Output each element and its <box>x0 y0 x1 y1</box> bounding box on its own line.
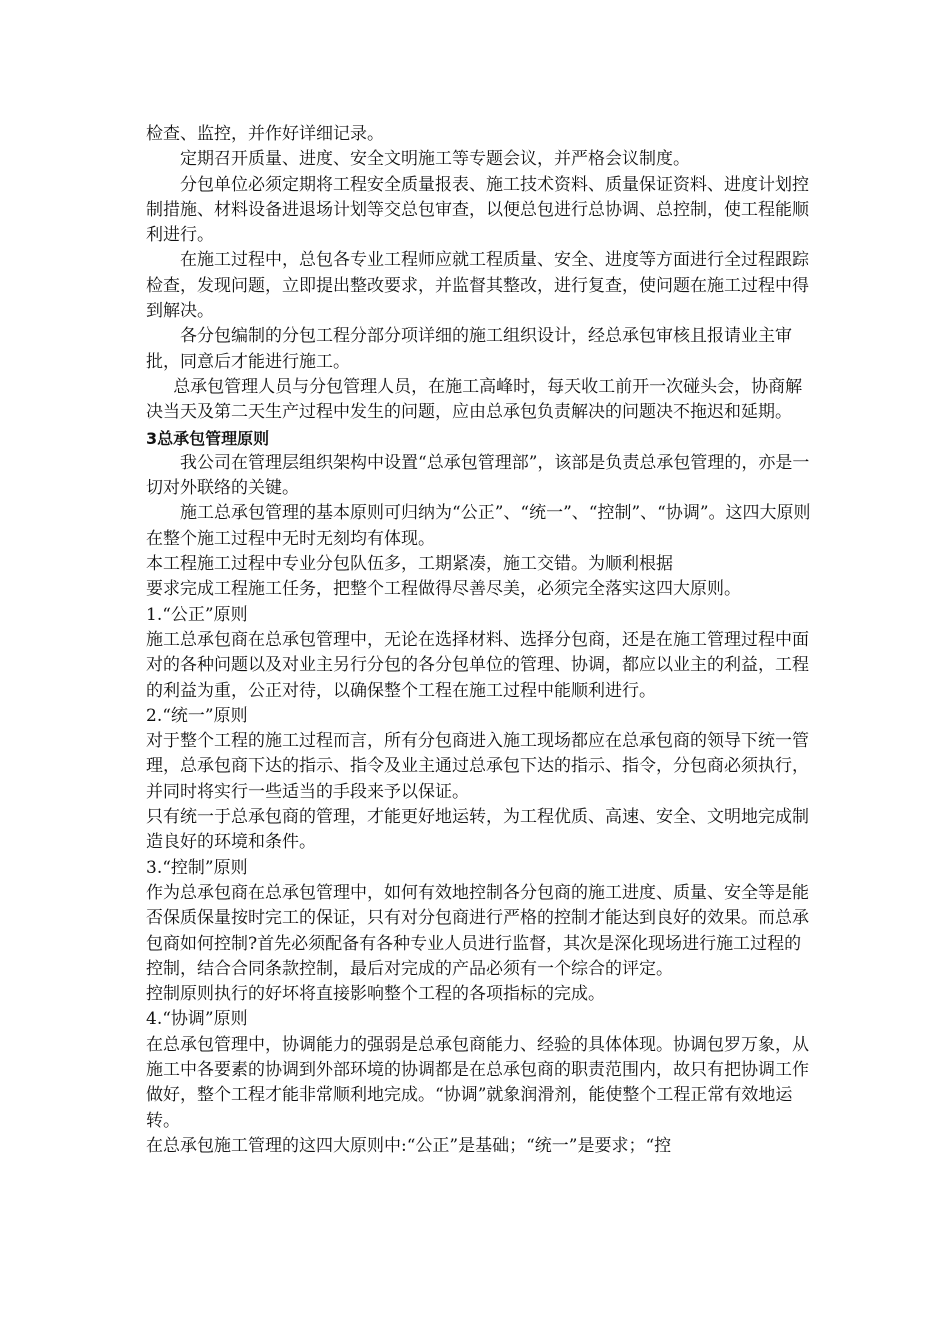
document-body <box>146 122 816 1159</box>
paragraph-management-department: 我公司在管理层组织架构中设置“总承包管理部”，该部是负责总承包管理的，亦是一切对外联络的关键。 <box>146 452 810 499</box>
paragraph-project-overview: 本工程施工过程中专业分包队伍多，工期紧凑，施工交错。为顺利根据 <box>146 554 673 575</box>
paragraph-unity: 对于整个工程的施工过程而言，所有分包商进入施工现场都应在总承包商的领导下统一管理，总承包商下达的指示、指令及业主通过总承包下达的指示、指令，分包商必须执行，并同时将实行一些适当的手段来予以保证。 <box>146 731 809 802</box>
paragraph-record-check: 检查、监控，并作好详细记录。 <box>146 124 384 144</box>
paragraph-four-principles-summary: 在总承包施工管理的这四大原则中:“公正”是基础；“统一”是要求；“控 <box>146 1135 672 1156</box>
paragraph-daily-meeting: 总承包管理人员与分包管理人员，在施工高峰时，每天收工前开一次碰头会，协商解决当天及第二天生产过程中发生的问题，应由总承包负责解决的问题决不拖迟和延期。 <box>146 376 803 423</box>
paragraph-meetings: 定期召开质量、进度、安全文明施工等专题会议，并严格会议制度。 <box>180 149 690 170</box>
subheading-control: 3.“控制”原则 <box>146 857 248 878</box>
paragraph-control-result: 控制原则执行的好坏将直接影响整个工程的各项指标的完成。 <box>146 984 605 1005</box>
paragraph-control: 作为总承包商在总承包管理中，如何有效地控制各分包商的施工进度、质量、安全等是能否保质保量按时完工的保证，只有对分包商进行严格的控制才能达到良好的效果。而总承包商如何控制?首先必须配备有各种专业人员进行监督，其次是深化现场进行施工过程的控制，结合合同条款控制，最后对完成的产品必须有一个综合的评定。 <box>146 882 809 979</box>
paragraph-unity-result: 只有统一于总承包商的管理，才能更好地运转，为工程优质、高速、安全、文明地完成制造良好的环境和条件。 <box>146 807 809 853</box>
subheading-unity: 2.“统一”原则 <box>146 705 248 726</box>
paragraph-coordination: 在总承包管理中，协调能力的强弱是总承包商能力、经验的具体体现。协调包罗万象，从施工中各要素的协调到外部环境的协调都是在总承包商的职责范围内，故只有把协调工作做好，整个工程才能非常顺利地完成。“协调”就象润滑剂，能使整个工程正常有效地运转。 <box>146 1034 809 1131</box>
paragraph-construction-design: 各分包编制的分包工程分部分项详细的施工组织设计，经总承包审核且报请业主审批，同意后才能进行施工。 <box>146 326 792 372</box>
section-heading-principles: 3总承包管理原则 <box>146 428 270 448</box>
paragraph-tracking-inspection: 在施工过程中，总包各专业工程师应就工程质量、安全、进度等方面进行全过程跟踪检查，发现问题，立即提出整改要求，并监督其整改，进行复查，使问题在施工过程中得到解决。 <box>146 250 809 322</box>
paragraph-complete-tasks: 要求完成工程施工任务，把整个工程做得尽善尽美，必须完全落实这四大原则。 <box>146 579 741 600</box>
subheading-fairness: 1.“公正”原则 <box>146 604 248 625</box>
paragraph-fairness: 施工总承包商在总承包管理中，无论在选择材料、选择分包商，还是在施工管理过程中面对的各种问题以及对业主另行分包的各分包单位的管理、协调，都应以业主的利益，工程的利益为重，公正对待，以确保整个工程在施工过程中能顺利进行。 <box>146 629 809 701</box>
paragraph-subcontractor-reports: 分包单位必须定期将工程安全质量报表、施工技术资料、质量保证资料、进度计划控制措施、材料设备进退场计划等交总包审查，以便总包进行总协调、总控制，使工程能顺利进行。 <box>146 174 809 246</box>
subheading-coordination: 4.“协调”原则 <box>146 1009 248 1030</box>
paragraph-four-principles: 施工总承包管理的基本原则可归纳为“公正”、“统一”、“控制”、“协调”。这四大原则在整个施工过程中无时无刻均有体现。 <box>146 503 811 549</box>
